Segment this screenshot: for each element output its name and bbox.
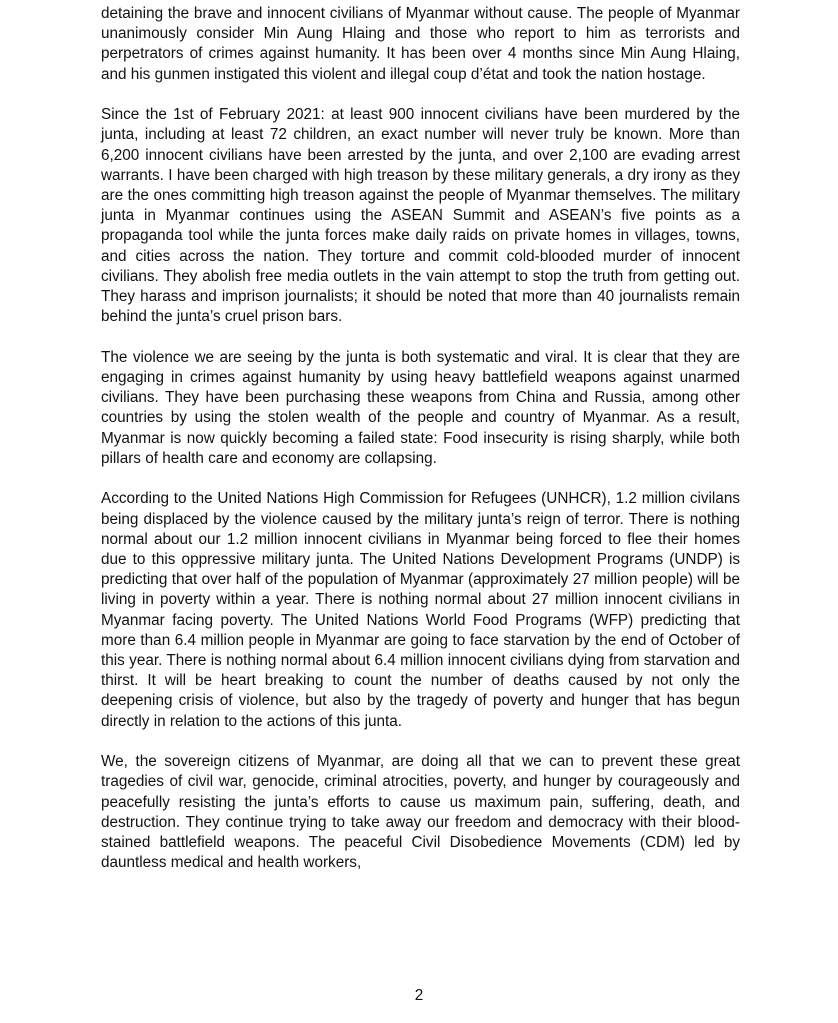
page-number: 2 — [414, 987, 424, 1004]
document-body — [101, 4, 740, 894]
paragraph-4: According to the United Nations High Commission for Refugees (UNHCR), 1.2 million civilans being displaced by the violence caused by the military junta’s reign of terror. There is nothing normal about our 1.2 million innocent civilians in Myanmar being forced to flee their homes due to this oppressive military junta. The United Nations Development Programs (UNDP) is predicting that over half of the population of Myanmar (approximately 27 million people) will be living in poverty within a year. There is nothing normal about 27 million innocent civilians in Myanmar facing poverty. The United Nations World Food Programs (WFP) predicting that more than 6.4 million people in Myanmar are going to face starvation by the end of October of this year. There is nothing normal about 6.4 million innocent civilians dying from starvation and thirst. It will be heart breaking to count the number of deaths caused by not only the deepening crisis of violence, but also by the tragedy of poverty and hunger that has begun directly in relation to the actions of this junta. — [101, 490, 740, 730]
paragraph-2: Since the 1st of February 2021: at least 900 innocent civilians have been murdered by the junta, including at least 72 children, an exact number will never truly be known. More than 6,200 innocent civilians have been arrested by the junta, and over 2,100 are evading arrest warrants. I have been charged with high treason by these military generals, a dry irony as they are the ones committing high treason against the people of Myanmar themselves. The military junta in Myanmar continues using the ASEAN Summit and ASEAN’s five points as a propaganda tool while the junta forces make daily raids on private homes in villages, towns, and cities across the nation. They torture and commit cold-blooded murder of innocent civilians. They abolish free media outlets in the vain attempt to stop the truth from getting out. They harass and imprison journalists; it should be noted that more than 40 journalists remain behind the junta’s cruel prison bars. — [101, 106, 740, 326]
paragraph-3: The violence we are seeing by the junta is both systematic and viral. It is clear that they are engaging in crimes against humanity by using heavy battlefield weapons against unarmed civilians. They have been purchasing these weapons from China and Russia, among other countries by using the stolen wealth of the people and country of Myanmar. As a result, Myanmar is now quickly becoming a failed state: Food insecurity is rising sharply, while both pillars of health care and economy are collapsing. — [101, 348, 740, 467]
paragraph-5: We, the sovereign citizens of Myanmar, are doing all that we can to prevent these great tragedies of civil war, genocide, criminal atrocities, poverty, and hunger by courageously and peacefully resisting the junta’s efforts to cause us maximum pain, suffering, death, and destruction. They continue trying to take away our freedom and democracy with their blood-stained battlefield weapons. The peaceful Civil Disobedience Movements (CDM) led by dauntless medical and health workers, — [101, 753, 740, 872]
paragraph-1: detaining the brave and innocent civilians of Myanmar without cause. The people of Myanmar unanimously consider Min Aung Hlaing and those who report to him as terrorists and perpetrators of crimes against humanity. It has been over 4 months since Min Aung Hlaing, and his gunmen instigated this violent and illegal coup d’état and took the nation hostage. — [101, 5, 740, 83]
